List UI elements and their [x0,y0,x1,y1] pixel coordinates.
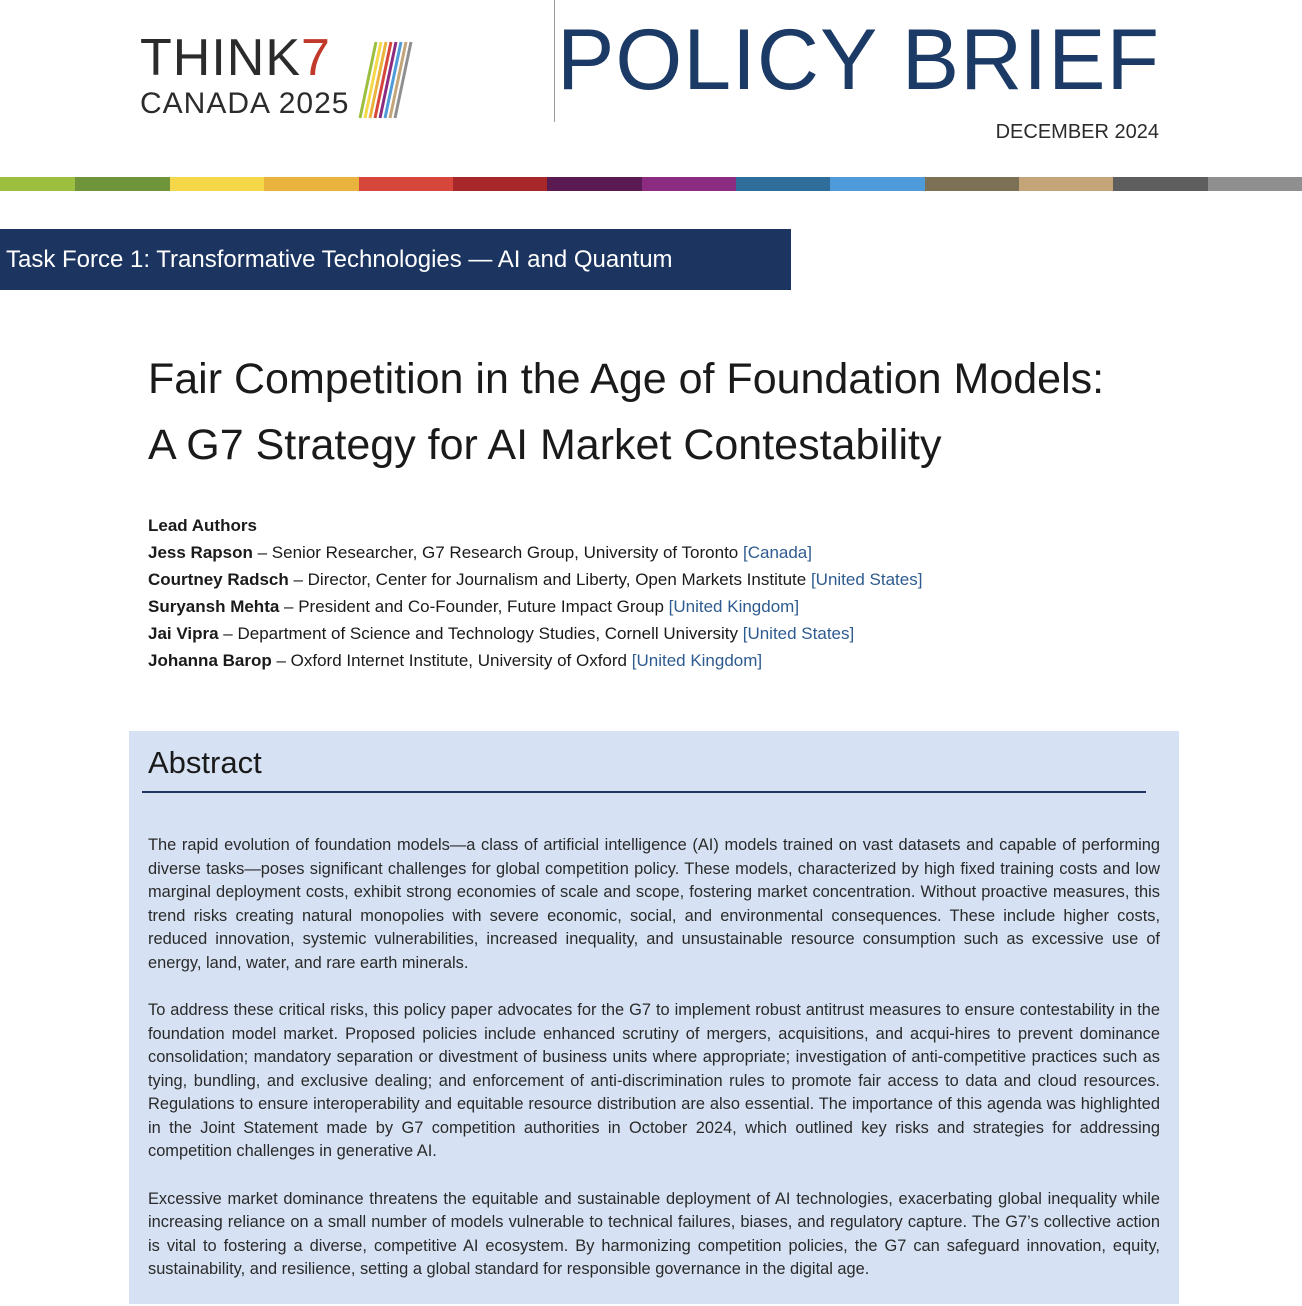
task-force-banner [0,229,791,290]
author-role: – Director, Center for Journalism and Liberty, Open Markets Institute [288,570,811,589]
color-bar-segment [547,177,641,191]
logo-wordmark [140,29,331,87]
author-country: [United Kingdom] [631,651,763,670]
task-force-label: Task Force 1: Transformative Technologies — AI and Quantum [6,246,673,273]
logo-subtitle: CANADA 2025 [140,87,350,120]
color-bar-segment [0,177,75,191]
logo-think: THINK [140,29,301,87]
author-name: Courtney Radsch [148,570,289,589]
logo-stripes-icon [358,40,418,120]
color-bar-segment [1019,177,1113,191]
author-line [148,593,922,620]
abstract-rule [142,791,1146,793]
author-country: [Canada] [742,543,812,562]
abstract-paragraph: To address these critical risks, this policy paper advocates for the G7 to implement robust antitrust measures to ensure contestability in the foundation model market. Proposed policies include enhanced scrutiny of mergers, acquisitions, and acqui-hires to prevent dominance consolidation; mandatory separation or divestment of business units where appropriate; investigation of anti-competitive practices such as tying, bundling, and exclusive dealing; and enforcement of anti-discrimination rules to promote fair access to data and cloud resources. Regulations to ensure interoperability and equitable resource distribution are also essential. The importance of this agenda was highlighted in the Joint Statement made by G7 competition authorities in October 2024, which outlined key risks and strategies for addressing competition challenges in generative AI. [148,1001,1160,1160]
color-bar-segment [75,177,169,191]
author-role: – Oxford Internet Institute, University of Oxford [271,651,632,670]
author-name: Jess Rapson [148,543,253,562]
logo-seven: 7 [301,29,331,87]
author-role: – President and Co-Founder, Future Impact Group [279,597,669,616]
abstract-box [129,731,1179,1304]
author-line [148,620,922,647]
document-title-line1: Fair Competition in the Age of Foundation Models: [148,355,1105,403]
author-country: [United Kingdom] [668,597,800,616]
color-bar-segment [264,177,358,191]
color-bar-segment [170,177,264,191]
color-bar-segment [359,177,453,191]
abstract-paragraph: The rapid evolution of foundation models—a class of artificial intelligence (AI) models trained on vast datasets and capable of performing diverse tasks—poses significant challenges for global competition policy. These models, characterized by high fixed training costs and low marginal deployment costs, exhibit strong economies of scale and scope, fostering market concentration. Without proactive measures, this trend risks creating natural monopolies with severe economic, social, and environmental consequences. These include higher costs, reduced innovation, systemic vulnerabilities, increased inequality, and unsustainable resource consumption such as excessive use of energy, land, water, and rare earth minerals. [148,836,1160,972]
document-title [148,346,1178,478]
abstract-body [148,834,1160,1306]
author-country: [United States] [742,624,855,643]
color-bar-segment [830,177,924,191]
color-bar-segment [453,177,547,191]
author-line [148,566,922,593]
author-line [148,539,922,566]
color-bar-segment [1113,177,1207,191]
author-role: – Senior Researcher, G7 Research Group, University of Toronto [252,543,743,562]
header-divider [554,0,555,122]
color-bar-segment [736,177,830,191]
lead-authors-heading: Lead Authors [148,516,257,535]
author-country: [United States] [810,570,923,589]
color-bar [0,177,1302,191]
abstract-paragraph: Excessive market dominance threatens the equitable and sustainable deployment of AI technologies, exacerbating global inequality while increasing reliance on a small number of models vulnerable to technical failures, biases, and regulatory capture. The G7’s collective action is vital to fostering a diverse, competitive AI ecosystem. By harmonizing competition policies, the G7 can safeguard innovation, equity, sustainability, and resilience, setting a global standard for responsible governance in the digital age. [148,1189,1160,1278]
author-name: Jai Vipra [148,624,219,643]
color-bar-segment [642,177,736,191]
think7-logo [140,29,420,122]
color-bar-segment [1208,177,1302,191]
lead-authors [148,512,922,674]
abstract-heading: Abstract [148,745,262,780]
author-name: Suryansh Mehta [148,597,280,616]
publication-date: DECEMBER 2024 [995,121,1159,143]
document-title-line2: A G7 Strategy for AI Market Contestability [148,421,942,469]
author-line [148,647,922,674]
page-title: POLICY BRIEF [556,12,1160,108]
color-bar-segment [925,177,1019,191]
author-name: Johanna Barop [148,651,272,670]
author-role: – Department of Science and Technology Studies, Cornell University [218,624,743,643]
